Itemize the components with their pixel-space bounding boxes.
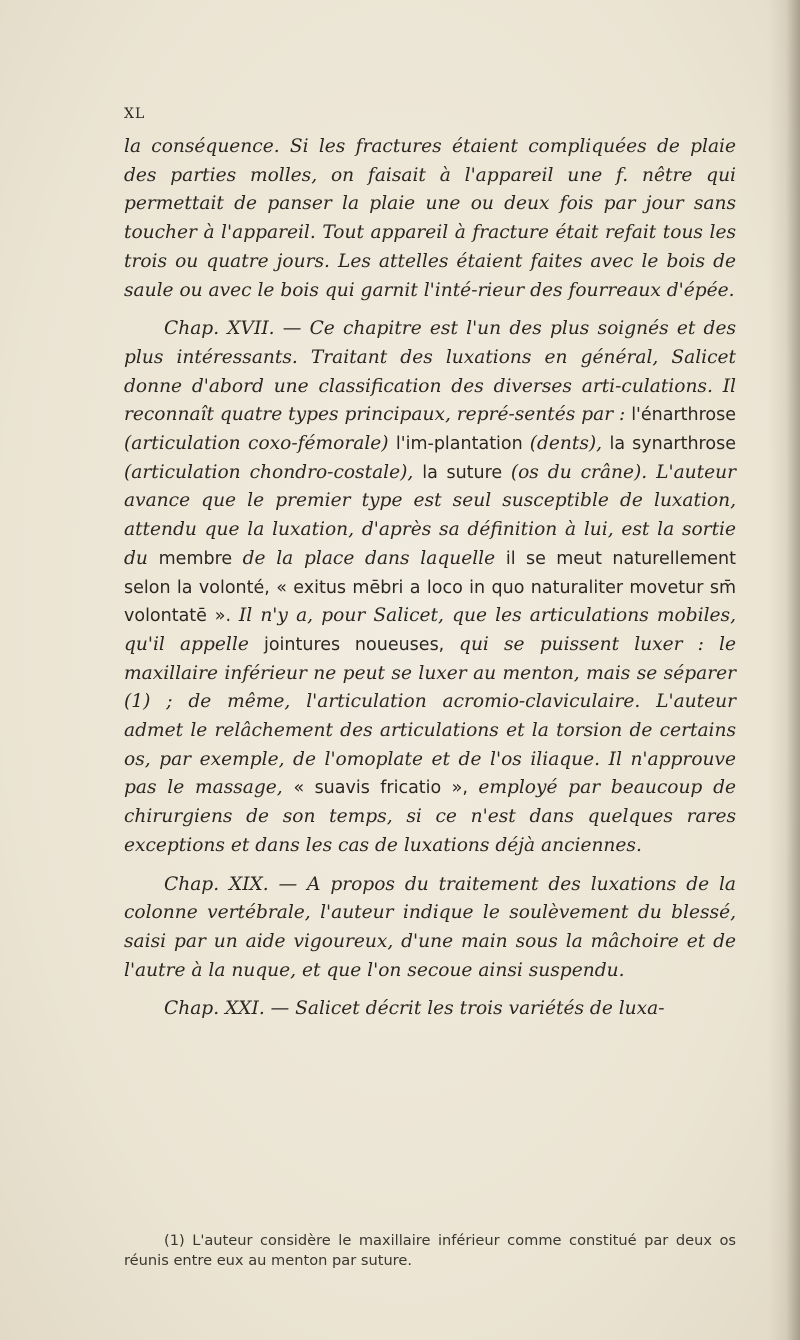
footnotes — [124, 1231, 736, 1271]
text-span: qui se puissent luxer : le maxillaire inférieur ne peut se luxer au menton, mais se séparer (1) ; de même, l'articulation acromio-claviculaire. L'auteur admet le relâchement des articulations et la torsion de certains os, par exemple, de l'omoplate et de l'os iliaque. Il n'approuve pas le massage, — [124, 633, 737, 799]
footnote: (1) L'auteur considère le maxillaire inférieur comme constitué par deux os réunis entre eux au menton par suture. — [124, 1232, 736, 1269]
text-span: la suture — [422, 462, 511, 483]
text-span: de la place dans laquelle — [242, 547, 506, 569]
text-span: employé par beaucoup de chirurgiens de son temps, si ce n'est dans quelques rares exceptions et dans les cas de luxations déjà anciennes. — [124, 777, 736, 856]
text-span: (articulation coxo-fémorale) — [124, 433, 396, 455]
text-span: l'énarthrose — [631, 405, 736, 426]
paragraph — [124, 133, 736, 305]
text-span: la synarthrose — [609, 434, 736, 455]
text-span: Chap. XIX. — A propos du traitement des luxations de la colonne vertébrale, l'auteur indique le soulèvement du blessé, saisi par un aide vigoureux, d'une main sous la mâchoire et de l'autre à la nuque, et que l'on secoue ainsi suspendu. — [124, 873, 736, 981]
text-span: l'im-plantation — [395, 434, 530, 455]
text-span: la conséquence. Si les fractures étaient compliquées de plaie des parties molles, on faisait à l'appareil une f. nêtre qui permettait de panser la plaie une ou deux fois par jour sans toucher à l'appareil. Tout appareil à fracture était refait tous les trois ou quatre jours. Les attelles étaient faites avec le bois de saule ou avec le bois qui garnit l'inté-rieur des fourreaux d'épée. — [124, 136, 736, 301]
text-span: il se meut naturellement selon la volonté, « exitus mēbri a loco in quo naturaliter movetur sm̄ volontatē ». — [124, 548, 736, 627]
text-span: (articulation chondro-costale), — [124, 461, 423, 483]
page-number: XL — [124, 106, 146, 122]
text-span: jointures noueuses, — [263, 634, 460, 655]
text-span: (os du crâne). L'auteur avance que le premier type est seul susceptible de luxation, attendu que la luxation, d'après sa définition à lui, est la sortie du — [124, 461, 736, 569]
text-span: Chap. XXI. — Salicet décrit les trois variétés de luxa- — [164, 998, 665, 1020]
paragraph — [124, 995, 736, 1024]
text-span: membre — [158, 548, 243, 569]
text-span: (dents), — [529, 433, 610, 455]
page-edge-shadow — [786, 0, 800, 1340]
text-span: « suavis fricatio », — [293, 778, 479, 799]
paragraph — [124, 315, 736, 860]
paragraph — [124, 871, 736, 986]
text-span: Chap. XVII. — Ce chapitre est l'un des plus soignés et des plus intéressants. Traitant des luxations en général, Salicet donne d'abord une classification des diverses arti-culations. Il reconnaît quatre types principaux, repré-sentés par : — [124, 318, 736, 426]
body-text — [124, 133, 736, 1024]
text-span: Il n'y a, pour Salicet, que les articulations mobiles, qu'il appelle — [124, 605, 736, 655]
